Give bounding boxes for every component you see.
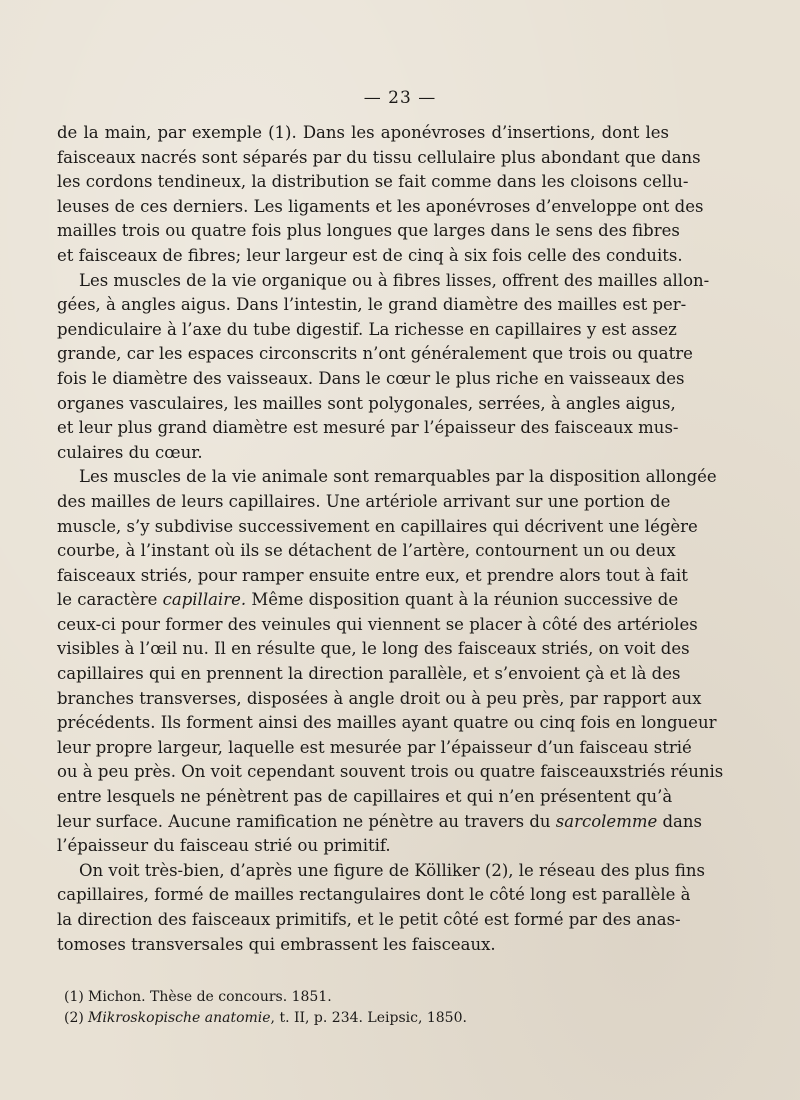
text-line: faisceaux nacrés sont séparés par du tissu cellulaire plus abondant que dans	[57, 147, 701, 167]
text-line: culaires du cœur.	[57, 442, 203, 462]
text-line: visibles à l’œil nu. Il en résulte que, le long des faisceaux striés, on voit des	[57, 639, 690, 659]
text-line: entre lesquels ne pénètrent pas de capillaires et qui n’en présentent qu’à	[57, 787, 673, 807]
text-line: ou à peu près. On voit cependant souvent trois ou quatre faisceauxstriés réunis	[57, 762, 724, 782]
text-line: organes vasculaires, les mailles sont polygonales, serrées, à angles aigus,	[57, 393, 676, 413]
text-line: leur surface. Aucune ramification ne pénètre au travers du sarcolemme dans	[57, 811, 702, 831]
text-line: pendiculaire à l’axe du tube digestif. La richesse en capillaires y est assez	[57, 319, 677, 339]
text-line: muscle, s’y subdivise successivement en capillaires qui décrivent une légère	[57, 516, 698, 536]
footnotes	[64, 987, 664, 1029]
text-line: grande, car les espaces circonscrits n’ont généralement que trois ou quatre	[57, 344, 693, 364]
text-line: branches transverses, disposées à angle droit ou à peu près, par rapport aux	[57, 688, 702, 708]
text-line: capillaires qui en prennent la direction parallèle, et s’envoient çà et là des	[57, 664, 681, 684]
text-line: Les muscles de la vie organique ou à fibres lisses, offrent des mailles allon-	[79, 270, 710, 290]
footnote	[64, 987, 664, 1008]
text-line: et leur plus grand diamètre est mesuré par l’épaisseur des faisceaux mus-	[57, 418, 679, 438]
text-line: ceux-ci pour former des veinules qui viennent se placer à côté des artérioles	[57, 614, 698, 634]
text-line: gées, à angles aigus. Dans l’intestin, le grand diamètre des mailles est per-	[57, 295, 687, 315]
footnote	[64, 1008, 664, 1029]
text-line: mailles trois ou quatre fois plus longues que larges dans le sens des fibres	[57, 221, 680, 241]
footnote-marker: (1)	[64, 989, 84, 1005]
text-line: l’épaisseur du faisceau strié ou primitif.	[57, 836, 391, 856]
text-line: tomoses transversales qui embrassent les faisceaux.	[57, 934, 496, 954]
text-line: capillaires, formé de mailles rectangulaires dont le côté long est parallèle à	[57, 885, 691, 905]
footnote-marker: (2)	[64, 1010, 84, 1026]
page-number: — 23 —	[363, 88, 437, 108]
text-line: la direction des faisceaux primitifs, et le petit côté est formé par des anas-	[57, 910, 681, 929]
text-line: et faisceaux de fibres; leur largeur est de cinq à six fois celle des conduits.	[57, 245, 683, 265]
text-line: leuses de ces derniers. Les ligaments et les aponévroses d’enveloppe ont des	[57, 196, 704, 216]
body-text	[57, 121, 724, 957]
text-line: fois le diamètre des vaisseaux. Dans le cœur le plus riche en vaisseaux des	[57, 368, 685, 388]
text-line: faisceaux striés, pour ramper ensuite entre eux, et prendre alors tout à fait	[57, 565, 688, 585]
footnote-text: Michon. Thèse de concours. 1851.	[88, 989, 332, 1005]
footnote-text: Mikroskopische anatomie, t. II, p. 234. Leipsic, 1850.	[88, 1010, 467, 1026]
text-line: les cordons tendineux, la distribution se fait comme dans les cloisons cellu-	[57, 172, 689, 192]
text-line: le caractère capillaire. Même disposition quant à la réunion successive de	[57, 590, 679, 610]
text-line: de la main, par exemple (1). Dans les aponévroses d’insertions, dont les	[57, 123, 669, 142]
text-line: des mailles de leurs capillaires. Une artériole arrivant sur une portion de	[57, 491, 671, 511]
text-line: Les muscles de la vie animale sont remarquables par la disposition allongée	[79, 467, 717, 487]
text-line: précédents. Ils forment ainsi des mailles ayant quatre ou cinq fois en longueur	[57, 713, 717, 733]
text-line: leur propre largeur, laquelle est mesurée par l’épaisseur d’un faisceau strié	[57, 737, 692, 757]
text-line: On voit très-bien, d’après une figure de Kölliker (2), le réseau des plus fins	[79, 860, 705, 880]
text-line: courbe, à l’instant où ils se détachent de l’artère, contournent un ou deux	[57, 541, 676, 561]
